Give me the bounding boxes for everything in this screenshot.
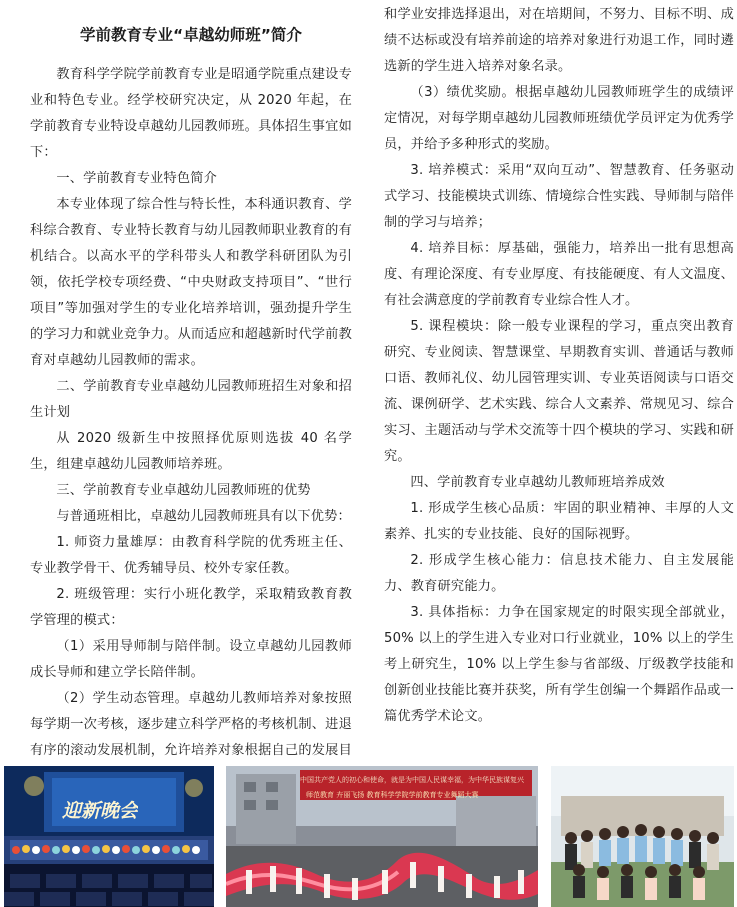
section-heading: 三、学前教育专业卓越幼儿园教师班的优势 <box>56 483 311 498</box>
paragraph: （1）采用导师制与陪伴制。设立卓越幼儿园教师成长导师和建立学长陪伴制。 <box>30 639 352 680</box>
right-column <box>384 0 734 730</box>
section-heading: 一、学前教育专业特色简介 <box>56 171 218 186</box>
left-column <box>30 0 352 790</box>
paragraph: 和学业安排选择退出，对在培期间，不努力、目标不明、成绩不达标或没有培养前途的培养对象进行劝退工作，同时遴选新的学生进入培养对象名录。 <box>384 7 734 74</box>
article-title: 学前教育专业“卓越幼师班”简介 <box>80 26 302 44</box>
paragraph: 5. 课程模块：除一般专业课程的学习，重点突出教育研究、专业阅读、智慧课堂、早期教育实训、普通话与教师口语、教师礼仪、幼儿园管理实训、专业英语阅读与口语交流、课例研学、艺术实践、综合人文素养、常规见习、综合实习、主题活动与学术交流等十四个模块的学习、实践和研究。 <box>384 319 734 464</box>
dance-scene-icon <box>226 766 538 907</box>
photo2-banner-bottom: 师范教育 卉丽飞扬 教育科学学院学前教育专业舞蹈大赛 <box>306 791 479 799</box>
stage-scene-icon <box>4 766 214 907</box>
paragraph: 3. 具体指标：力争在国家规定的时限实现全部就业，50% 以上的学生进入专业对口行业就业，10% 以上的学生考上研究生，10% 以上学生参与省部级、厅级教学技能和创新创业技能比赛并获奖，所有学生创编一个舞蹈作品或一篇优秀学术论文。 <box>384 605 734 724</box>
paragraph: 从 2020 级新生中按照择优原则选拔 40 名学生，组建卓越幼儿园教师培养班。 <box>30 431 352 472</box>
paragraph: 2. 形成学生核心能力：信息技术能力、自主发展能力、教育研究能力。 <box>384 553 734 594</box>
paragraph: 3. 培养模式：采用“双向互动”、智慧教育、任务驱动式学习、技能模块式训练、情境综合性实践、导师制与陪伴制的学习与培养； <box>384 163 734 230</box>
group-scene-icon <box>551 766 734 907</box>
paragraph: （2）学生动态管理。卓越幼儿教师培养对象按照每学期一次考核，逐步建立科学严格的考核机制、进退有序的滚动发展机制，允许培养对象根据自己的发展目 <box>30 691 352 758</box>
section-heading: 二、学前教育专业卓越幼儿园教师班招生对象和招生计划 <box>30 379 352 420</box>
section-heading: 四、学前教育专业卓越幼儿教师班培养成效 <box>410 475 665 490</box>
paragraph: 2. 班级管理：实行小班化教学，采取精致教育教学管理的模式： <box>30 587 352 628</box>
paragraph: 教育科学学院学前教育专业是昭通学院重点建设专业和特色专业。经学校研究决定，从 2020 年起，在学前教育专业特设卓越幼儿园教师班。具体招生事宜如下： <box>30 67 352 160</box>
paragraph: （3）绩优奖励。根据卓越幼儿园教师班学生的成绩评定情况，对每学期卓越幼儿园教师班绩优学员评定为优秀学员，并给予多种形式的奖励。 <box>384 85 734 152</box>
photo2-banner-top: 中国共产党人的初心和使命，就是为中国人民谋幸福，为中华民族谋复兴 <box>300 776 524 784</box>
stage-performance-photo <box>4 766 214 907</box>
paragraph: 1. 形成学生核心品质：牢固的职业精神、丰厚的人文素养、扎实的专业技能、良好的国际视野。 <box>384 501 734 542</box>
photo1-caption: 迎新晚会 <box>62 800 139 822</box>
paragraph: 本专业体现了综合性与特长性，本科通识教育、学科综合教育、专业特长教育与幼儿园教师职业教育的有机结合。以高水平的学科带头人和教学科研团队为引领，依托学校专项经费、“中央财政支持项目”、“世行项目”等加强对学生的专业化培养培训，强劲提升学生的学习力和就业竞争力。从而适应和超越新时代学前教育对卓越幼儿园教师的需求。 <box>30 197 352 368</box>
paragraph: 与普通班相比，卓越幼儿园教师班具有以下优势： <box>56 509 351 524</box>
ribbon-dance-photo <box>226 766 538 907</box>
photo-strip <box>0 766 737 907</box>
group-photo <box>551 766 734 907</box>
paragraph: 4. 培养目标：厚基础，强能力，培养出一批有思想高度、有理论深度、有专业厚度、有技能硬度、有人文温度、有社会满意度的学前教育专业综合性人才。 <box>384 241 734 308</box>
paragraph: 1. 师资力量雄厚：由教育科学院的优秀班主任、专业教学骨干、优秀辅导员、校外专家任教。 <box>30 535 352 576</box>
